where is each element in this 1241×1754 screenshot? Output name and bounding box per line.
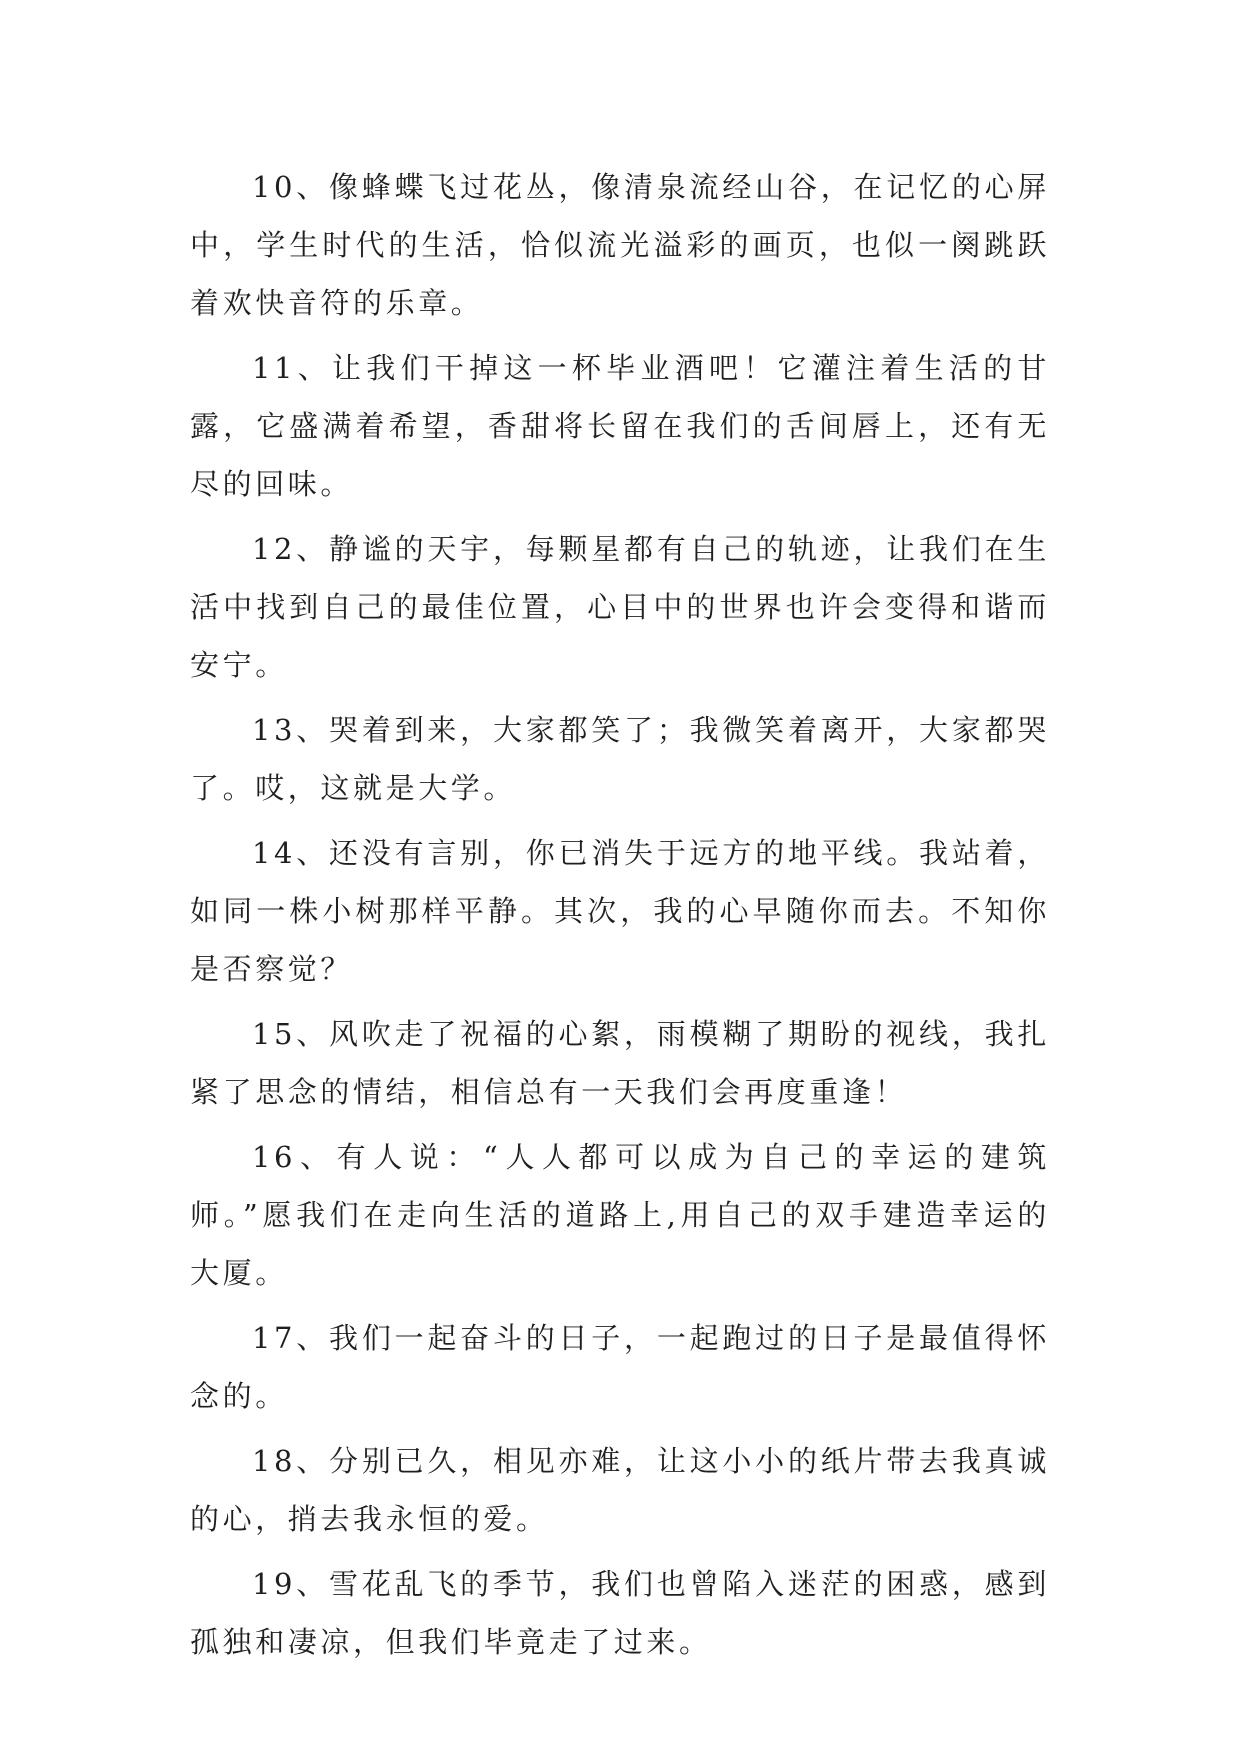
paragraph-13: 13、哭着到来，大家都笑了；我微笑着离开，大家都哭了。哎，这就是大学。 [190, 713, 1050, 805]
paragraph-15: 15、风吹走了祝福的心絮，雨模糊了期盼的视线，我扎紧了思念的情结，相信总有一天我们会再度重逢！ [190, 1017, 1050, 1109]
paragraph-12: 12、静谧的天宇，每颗星都有自己的轨迹，让我们在生活中找到自己的最佳位置，心目中的世界也许会变得和谐而安宁。 [190, 532, 1050, 682]
paragraph-19: 19、雪花乱飞的季节，我们也曾陷入迷茫的困惑，感到孤独和凄凉，但我们毕竟走了过来。 [190, 1567, 1050, 1659]
paragraph-18: 18、分别已久，相见亦难，让这小小的纸片带去我真诚的心，捎去我永恒的爱。 [190, 1444, 1050, 1536]
paragraph-17: 17、我们一起奋斗的日子，一起跑过的日子是最值得怀念的。 [190, 1321, 1050, 1413]
paragraph-14: 14、还没有言别，你已消失于远方的地平线。我站着，如同一株小树那样平静。其次，我的心早随你而去。不知你是否察觉？ [190, 836, 1050, 986]
paragraph-10: 10、像蜂蝶飞过花丛，像清泉流经山谷，在记忆的心屏中，学生时代的生活，恰似流光溢彩的画页，也似一阕跳跃着欢快音符的乐章。 [190, 170, 1050, 320]
document-body [190, 158, 1050, 1678]
paragraph-16: 16、有人说：“人人都可以成为自己的幸运的建筑师。”愿我们在走向生活的道路上,用自己的双手建造幸运的大厦。 [190, 1140, 1050, 1290]
paragraph-11: 11、让我们干掉这一杯毕业酒吧！它灌注着生活的甘露，它盛满着希望，香甜将长留在我们的舌间唇上，还有无尽的回味。 [190, 351, 1050, 501]
